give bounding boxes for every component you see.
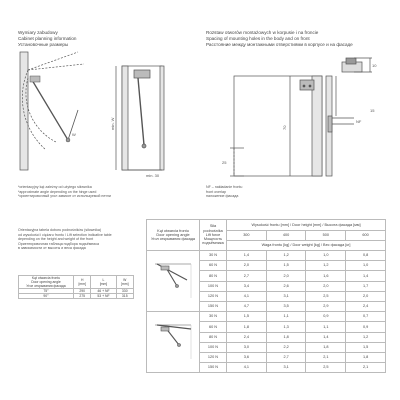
height-500: 500 <box>306 231 346 241</box>
table-row <box>147 312 386 322</box>
weight-cell: 2,4 <box>227 332 267 342</box>
selection-note-line: od wysokości i ciężaru frontu / Lift selection indicative table <box>18 232 112 237</box>
weight-cell: 2,0 <box>266 271 306 281</box>
force-col-header <box>200 220 227 251</box>
weight-cell: 1,8 <box>227 322 267 332</box>
force-col-header-ru2: подъёмника <box>202 241 224 246</box>
weight-cell: 4,1 <box>227 363 267 373</box>
dim-70-label: 70 <box>282 125 287 130</box>
weight-cell: 2,1 <box>306 352 346 362</box>
weight-cell: 0,9 <box>306 312 346 322</box>
weight-cell: 2,7 <box>227 271 267 281</box>
weight-cell: 1,4 <box>227 251 267 261</box>
weight-cell: 3,1 <box>266 291 306 301</box>
force-cell: 150 N <box>200 363 227 373</box>
height-600: 600 <box>346 231 386 241</box>
cabinet-notes <box>18 185 111 199</box>
weight-cell: 2,0 <box>306 281 346 291</box>
min-30-label: min. 30 <box>146 173 160 178</box>
weight-cell: 3,1 <box>266 363 306 373</box>
weight-cell: 2,2 <box>266 342 306 352</box>
mounting-note-pl: NF – nakładanie frontu <box>206 185 243 189</box>
weight-cell: 1,7 <box>346 281 386 291</box>
cabinet-diagram <box>16 50 176 180</box>
dim-25-label: 25 <box>222 160 227 165</box>
force-col-header-en: Lift force <box>205 232 221 237</box>
weight-cell: 0,9 <box>346 322 386 332</box>
w-cell: 330 <box>116 289 133 294</box>
lift-force-table <box>146 219 386 373</box>
weight-cell: 1,5 <box>227 312 267 322</box>
lift-open-icon <box>151 319 195 363</box>
w-header: W [mm] <box>116 276 133 289</box>
force-cell: 100 N <box>200 342 227 352</box>
weight-cell: 1,8 <box>346 352 386 362</box>
h-cell: 275 <box>74 294 91 299</box>
weight-cell: 1,5 <box>266 261 306 271</box>
force-col-header-ru: Мощность <box>203 237 223 242</box>
cabinet-title <box>18 30 76 48</box>
weight-cell: 2,9 <box>306 301 346 311</box>
angle-col-header-ru: Угол открывания фасада <box>150 237 196 242</box>
weight-cell: 1,0 <box>346 261 386 271</box>
weight-cell: 4,1 <box>227 291 267 301</box>
nf-label: NF <box>356 119 362 124</box>
weight-cell: 1,8 <box>306 342 346 352</box>
weight-cell: 1,5 <box>346 342 386 352</box>
cabinet-note-ru: *ориентировочный угол зависит от используемой петли <box>18 194 111 199</box>
weight-cell: 1,2 <box>306 261 346 271</box>
weight-cell: 3,6 <box>227 352 267 362</box>
label-w: W <box>72 132 76 137</box>
selection-note-line: Ориентировочная таблица подбора подъёмника <box>18 241 99 246</box>
force-cell: 80 N <box>200 271 227 281</box>
dim-10-label: 10 <box>372 63 377 68</box>
holes-title <box>206 30 353 48</box>
lift-open-icon <box>151 258 195 302</box>
height-400: 400 <box>266 231 306 241</box>
force-cell: 100 N <box>200 281 227 291</box>
force-col-header-pl: Siła podnośnika <box>203 224 223 233</box>
selection-note-line: в зависимости от высоты и веса фасада <box>18 246 86 251</box>
weight-cell: 0,7 <box>346 312 386 322</box>
cabinet-title-pl: Wymiary zabudowy <box>18 30 58 35</box>
selection-note <box>18 228 112 251</box>
lift-image-90 <box>147 312 200 373</box>
table-row <box>19 294 134 299</box>
weight-cell: 1,3 <box>266 322 306 332</box>
mounting-diagram <box>204 48 384 183</box>
l-header: L [mm] <box>91 276 116 289</box>
h-header: H [mm] <box>74 276 91 289</box>
holes-title-en: Spacing of mounting holes in the body and on front <box>206 36 310 41</box>
weight-cell: 1,1 <box>306 322 346 332</box>
angle-col-header-pl: Kąt otwarcia frontu <box>157 228 189 233</box>
mounting-notes <box>206 185 242 199</box>
mounting-note-en: front overlap <box>206 189 226 194</box>
angle-cell: 75° <box>19 289 74 294</box>
weight-cell: 1,2 <box>266 251 306 261</box>
weight-cell: 1,1 <box>266 312 306 322</box>
selection-note-line: Orientacyjna tabela doboru podnośników (siłownika) <box>18 228 102 232</box>
weight-cell: 1,6 <box>306 271 346 281</box>
force-cell: 60 N <box>200 261 227 271</box>
cabinet-title-ru: Установочные размеры <box>18 42 69 47</box>
cabinet-title-en: Cabinet planning information <box>18 36 77 41</box>
weight-cell: 2,5 <box>306 363 346 373</box>
force-cell: 150 N <box>200 301 227 311</box>
angle-col-header-en: Door opening angle <box>156 232 190 237</box>
weight-cell: 2,1 <box>346 363 386 373</box>
w-cell: 315 <box>116 294 133 299</box>
weight-cell: 3,5 <box>266 301 306 311</box>
cabinet-note-en: *approximate angle depending on the hinge used <box>18 189 97 194</box>
weight-cell: 2,0 <box>227 261 267 271</box>
angle-col-header <box>147 220 200 251</box>
force-cell: 120 N <box>200 352 227 362</box>
weight-cell: 3,4 <box>227 281 267 291</box>
weight-cell: 1,4 <box>306 332 346 342</box>
height-300: 300 <box>227 231 267 241</box>
weight-cell: 1,4 <box>346 271 386 281</box>
force-cell: 30 N <box>200 312 227 322</box>
height-header: Wysokość frontu [mm] / Door height [mm] / Высота фасада [мм] <box>227 220 386 231</box>
force-cell: 80 N <box>200 332 227 342</box>
force-cell: 120 N <box>200 291 227 301</box>
dim-15-label: 15 <box>370 108 375 113</box>
weight-cell: 1,2 <box>346 332 386 342</box>
weight-cell: 4,7 <box>227 301 267 311</box>
angle-header: Kąt otwarcia frontu Door opening angle Угол открывания фасада <box>19 276 74 289</box>
weight-cell: 2,6 <box>266 281 306 291</box>
weight-cell: 3,0 <box>227 342 267 352</box>
l-cell: 53 + NF <box>91 294 116 299</box>
weight-cell: 2,4 <box>346 301 386 311</box>
angle-cell: 90° <box>19 294 74 299</box>
weight-cell: 1,8 <box>266 332 306 342</box>
opening-angle-table <box>18 275 134 299</box>
cabinet-note-pl: *orientacyjny kąt zależny od użytego siłownika <box>18 185 92 189</box>
weight-cell: 2,5 <box>306 291 346 301</box>
weight-header: Waga frontu [kg] / Door weight [kg] / Вес фасада [кг] <box>227 241 386 251</box>
table-row <box>147 251 386 261</box>
weight-cell: 0,8 <box>346 251 386 261</box>
h-cell: 290 <box>74 289 91 294</box>
force-cell: 60 N <box>200 322 227 332</box>
selection-note-line: depending on the height and weight of the front <box>18 237 94 242</box>
weight-cell: 2,0 <box>346 291 386 301</box>
lift-image-75 <box>147 251 200 312</box>
l-cell: 46 + NF <box>91 289 116 294</box>
mounting-note-ru: наложение фасада <box>206 194 239 199</box>
weight-cell: 2,7 <box>266 352 306 362</box>
min-w-label: min. W <box>110 117 115 130</box>
holes-title-ru: Расстояние между монтажными отверстиями в корпусе и на фасаде <box>206 42 353 47</box>
holes-title-pl: Rozstaw otworów montażowych w korpusie i na froncie <box>206 30 319 35</box>
weight-cell: 1,0 <box>306 251 346 261</box>
force-cell: 30 N <box>200 251 227 261</box>
